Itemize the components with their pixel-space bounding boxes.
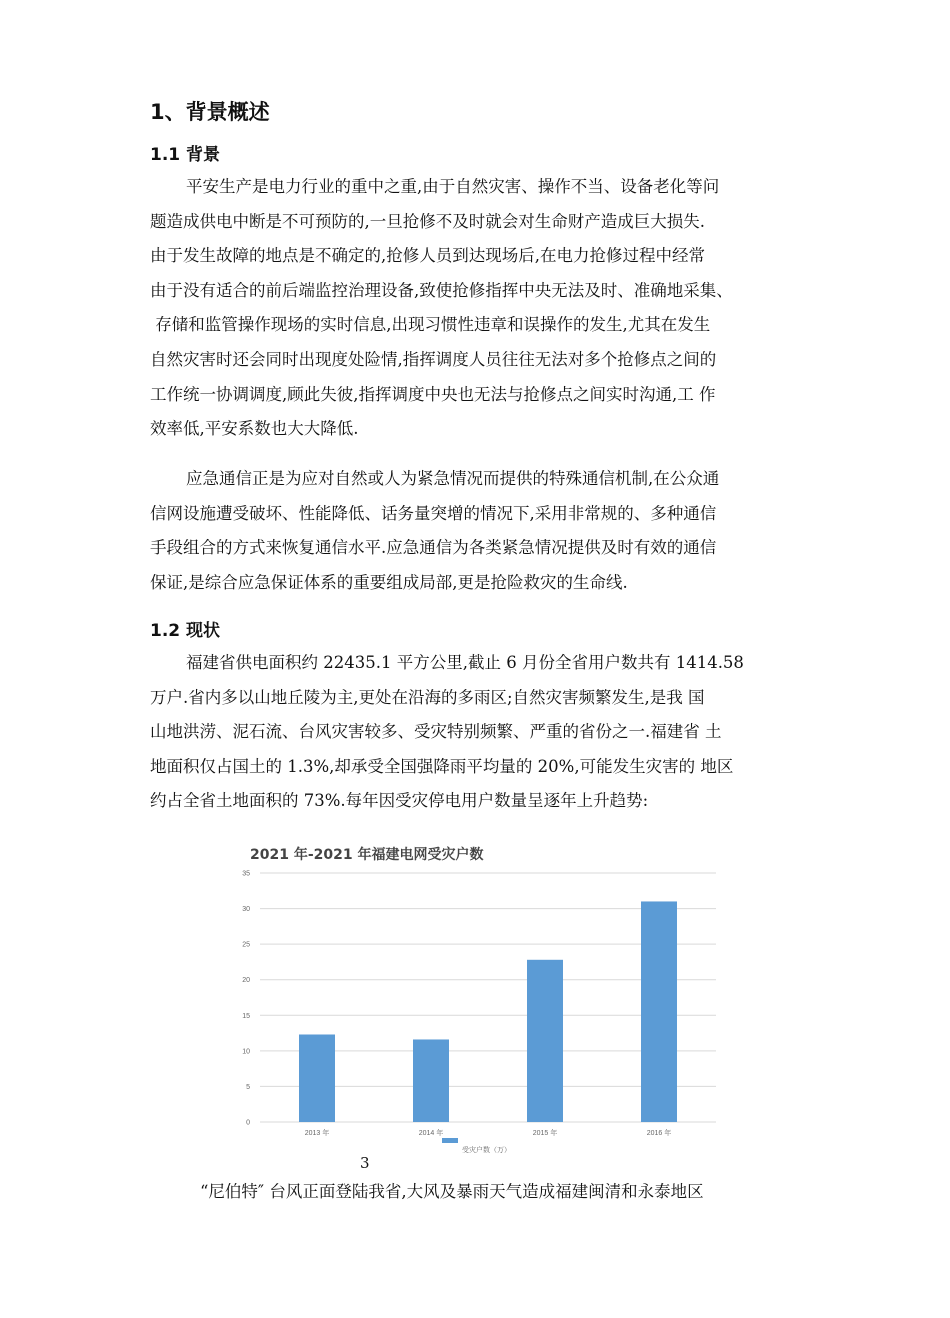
x-tick-label: 2015 年 [532, 1130, 558, 1137]
y-tick-label: 35 [242, 870, 250, 878]
y-tick-label: 30 [242, 906, 250, 914]
y-tick-label: 10 [242, 1048, 250, 1056]
text-line: 福建省供电面积约 22435.1 平方公里,截止 6 月份全省用户数共有 1414.58 [186, 653, 744, 672]
text-line: 存储和监管操作现场的实时信息,出现习惯性违章和误操作的发生,尤其在发生 [150, 315, 711, 335]
text-line: 手段组合的方式来恢复通信水平.应急通信为各类紧急情况提供及时有效的通信 [150, 538, 717, 558]
paragraph-status [150, 646, 816, 819]
bar-3 [527, 960, 563, 1122]
text-line: 自然灾害时还会同时出现度处险情,指挥调度人员往往无法对多个抢修点之间的 [150, 349, 717, 369]
text-line: 地面积仅占国土的 1.3%,却承受全国强降雨平均量的 20%,可能发生灾害的 地区 [150, 756, 734, 776]
x-tick-label: 2016 年 [646, 1130, 672, 1137]
legend-label: 受灾户数（万） [462, 1147, 511, 1154]
disaster-households-bar-chart [230, 838, 735, 1168]
text-line: 山地洪涝、泥石流、台风灾害较多、受灾特别频繁、严重的省份之一.福建省 土 [150, 722, 722, 742]
chart-title: 2021 年-2021 年福建电网受灾户数 [250, 847, 484, 863]
y-tick-label: 25 [242, 941, 250, 949]
text-line: 工作统一协调调度,顾此失彼,指挥调度中央也无法与抢修点之间实时沟通,工 作 [150, 384, 716, 404]
heading-section-1-1: 1.1 背景 [150, 145, 221, 165]
text-line: 效率低,平安系数也大大降低. [150, 419, 359, 439]
y-tick-label: 20 [242, 977, 250, 985]
x-tick-label: 2014 年 [418, 1130, 444, 1137]
paragraph-typhoon-nepartak: “尼伯特″ 台风正面登陆我省,大风及暴雨天气造成福建闽清和永泰地区 [200, 1182, 704, 1201]
heading-background-overview: 1、背景概述 [150, 100, 270, 124]
text-line: 万户.省内多以山地丘陵为主,更处在沿海的多雨区;自然灾害频繁发生,是我 国 [150, 687, 705, 707]
text-line: 题造成供电中断是不可预防的,一旦抢修不及时就会对生命财产造成巨大损失. [150, 211, 705, 231]
paragraph-background-2 [150, 462, 816, 600]
text-line: 信网设施遭受破坏、性能降低、话务量突增的情况下,采用非常规的、多种通信 [150, 503, 717, 523]
heading-section-1-2: 1.2 现状 [150, 621, 221, 641]
text-line: 约占全省土地面积的 73%.每年因受灾停电用户数量呈逐年上升趋势: [150, 791, 649, 811]
text-line: 由于没有适合的前后端监控治理设备,致使抢修指挥中央无法及时、准确地采集、 [150, 280, 733, 300]
text-line: 平安生产是电力行业的重中之重,由于自然灾害、操作不当、设备老化等问 [186, 177, 720, 196]
y-tick-label: 5 [246, 1083, 250, 1091]
text-line: 应急通信正是为应对自然或人为紧急情况而提供的特殊通信机制,在公众通 [186, 469, 720, 488]
bar-4 [641, 901, 677, 1122]
y-tick-label: 0 [246, 1119, 250, 1127]
x-tick-label: 2013 年 [304, 1130, 330, 1137]
y-tick-label: 15 [242, 1012, 250, 1020]
page-number: 3 [360, 1154, 370, 1172]
text-line: 由于发生故障的地点是不确定的,抢修人员到达现场后,在电力抢修过程中经常 [150, 246, 705, 266]
bar-2 [413, 1039, 449, 1122]
bar-1 [299, 1034, 335, 1122]
legend-swatch [442, 1138, 458, 1143]
paragraph-background-1 [150, 170, 816, 447]
text-line: 保证,是综合应急保证体系的重要组成局部,更是抢险救灾的生命线. [150, 572, 628, 592]
